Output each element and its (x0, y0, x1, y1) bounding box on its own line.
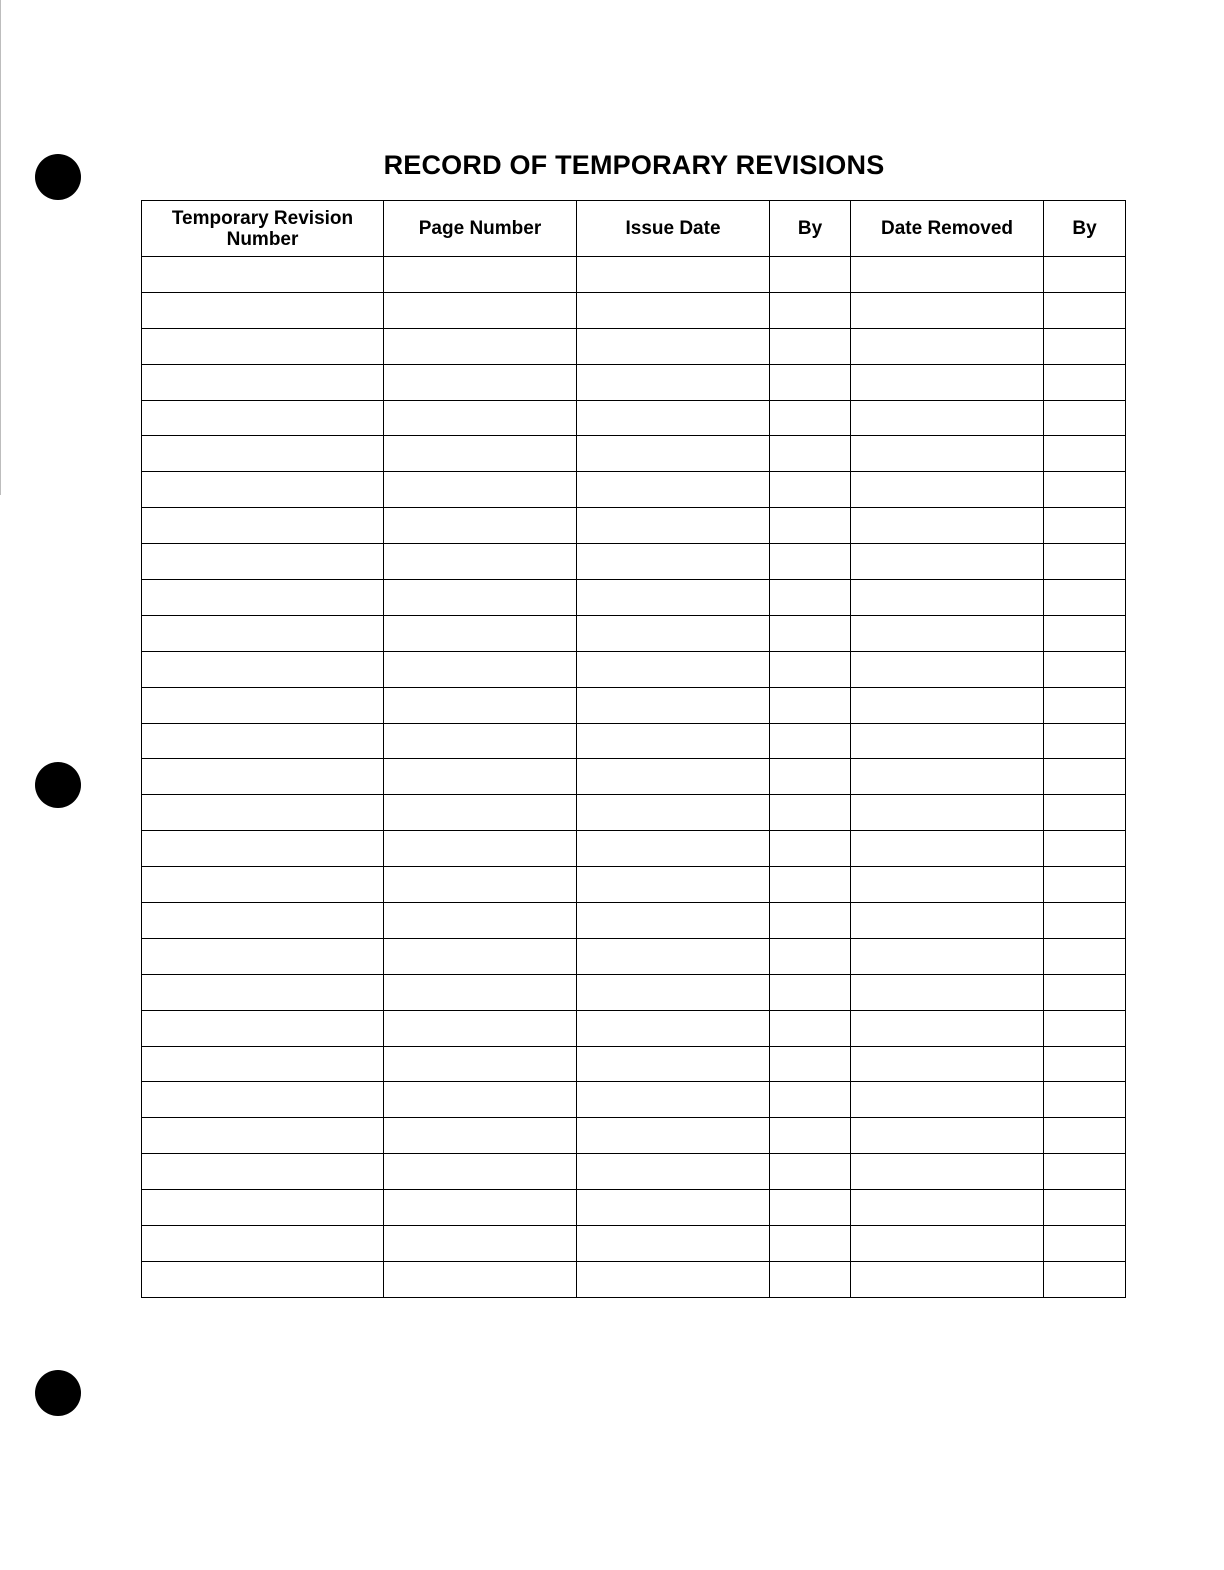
table-row (142, 364, 1126, 400)
cell-by-issued[interactable] (770, 508, 851, 544)
cell-by-removed[interactable] (1044, 651, 1126, 687)
cell-issue-date[interactable] (577, 831, 770, 867)
cell-by-removed[interactable] (1044, 1010, 1126, 1046)
cell-by-removed[interactable] (1044, 580, 1126, 616)
header-row (142, 201, 1126, 257)
cell-issue-date[interactable] (577, 508, 770, 544)
cell-by-issued[interactable] (770, 1010, 851, 1046)
header-date-removed: Date Removed (851, 201, 1044, 257)
cell-date-removed[interactable] (851, 508, 1044, 544)
cell-by-issued[interactable] (770, 1190, 851, 1226)
table-row (142, 938, 1126, 974)
cell-page-number[interactable] (384, 1010, 577, 1046)
cell-date-removed[interactable] (851, 544, 1044, 580)
cell-date-removed[interactable] (851, 687, 1044, 723)
cell-page-number[interactable] (384, 867, 577, 903)
cell-temporary-revision-number[interactable] (142, 795, 384, 831)
cell-page-number[interactable] (384, 544, 577, 580)
cell-temporary-revision-number[interactable] (142, 1010, 384, 1046)
header-temporary-revision-number: Temporary Revision Number (142, 201, 384, 257)
cell-by-issued[interactable] (770, 723, 851, 759)
cell-by-removed[interactable] (1044, 257, 1126, 293)
cell-temporary-revision-number[interactable] (142, 580, 384, 616)
cell-date-removed[interactable] (851, 1118, 1044, 1154)
cell-temporary-revision-number[interactable] (142, 292, 384, 328)
cell-date-removed[interactable] (851, 472, 1044, 508)
cell-by-issued[interactable] (770, 974, 851, 1010)
cell-page-number[interactable] (384, 580, 577, 616)
cell-temporary-revision-number[interactable] (142, 687, 384, 723)
cell-temporary-revision-number[interactable] (142, 400, 384, 436)
cell-by-issued[interactable] (770, 544, 851, 580)
cell-by-issued[interactable] (770, 615, 851, 651)
cell-by-removed[interactable] (1044, 759, 1126, 795)
cell-temporary-revision-number[interactable] (142, 938, 384, 974)
cell-page-number[interactable] (384, 723, 577, 759)
cell-temporary-revision-number[interactable] (142, 615, 384, 651)
cell-by-removed[interactable] (1044, 292, 1126, 328)
cell-by-issued[interactable] (770, 580, 851, 616)
cell-by-issued[interactable] (770, 1082, 851, 1118)
cell-temporary-revision-number[interactable] (142, 472, 384, 508)
cell-date-removed[interactable] (851, 938, 1044, 974)
cell-temporary-revision-number[interactable] (142, 831, 384, 867)
cell-by-removed[interactable] (1044, 831, 1126, 867)
cell-by-issued[interactable] (770, 1261, 851, 1297)
table-row (142, 615, 1126, 651)
cell-issue-date[interactable] (577, 472, 770, 508)
cell-date-removed[interactable] (851, 651, 1044, 687)
cell-temporary-revision-number[interactable] (142, 723, 384, 759)
revisions-table (141, 200, 1126, 1298)
header-by-issued: By (770, 201, 851, 257)
cell-by-issued[interactable] (770, 436, 851, 472)
header-page-number: Page Number (384, 201, 577, 257)
cell-date-removed[interactable] (851, 903, 1044, 939)
cell-temporary-revision-number[interactable] (142, 436, 384, 472)
table-row (142, 472, 1126, 508)
cell-issue-date[interactable] (577, 903, 770, 939)
cell-temporary-revision-number[interactable] (142, 759, 384, 795)
cell-issue-date[interactable] (577, 1082, 770, 1118)
table-row (142, 400, 1126, 436)
cell-temporary-revision-number[interactable] (142, 257, 384, 293)
cell-date-removed[interactable] (851, 436, 1044, 472)
cell-date-removed[interactable] (851, 1154, 1044, 1190)
cell-date-removed[interactable] (851, 867, 1044, 903)
table-body (142, 257, 1126, 1298)
cell-by-removed[interactable] (1044, 328, 1126, 364)
cell-page-number[interactable] (384, 292, 577, 328)
cell-by-issued[interactable] (770, 687, 851, 723)
cell-issue-date[interactable] (577, 938, 770, 974)
header-issue-date: Issue Date (577, 201, 770, 257)
cell-issue-date[interactable] (577, 1046, 770, 1082)
table-row (142, 544, 1126, 580)
cell-page-number[interactable] (384, 759, 577, 795)
cell-by-removed[interactable] (1044, 615, 1126, 651)
cell-by-issued[interactable] (770, 1226, 851, 1262)
cell-by-issued[interactable] (770, 831, 851, 867)
cell-issue-date[interactable] (577, 1261, 770, 1297)
cell-page-number[interactable] (384, 1226, 577, 1262)
cell-by-issued[interactable] (770, 400, 851, 436)
cell-issue-date[interactable] (577, 795, 770, 831)
cell-by-issued[interactable] (770, 903, 851, 939)
table-row (142, 1154, 1126, 1190)
header-by-removed: By (1044, 201, 1126, 257)
cell-page-number[interactable] (384, 1190, 577, 1226)
punch-hole-middle (35, 762, 81, 808)
cell-by-issued[interactable] (770, 257, 851, 293)
cell-by-issued[interactable] (770, 1046, 851, 1082)
cell-by-issued[interactable] (770, 364, 851, 400)
cell-page-number[interactable] (384, 831, 577, 867)
cell-issue-date[interactable] (577, 867, 770, 903)
cell-by-removed[interactable] (1044, 938, 1126, 974)
table-row (142, 257, 1126, 293)
cell-issue-date[interactable] (577, 1226, 770, 1262)
cell-by-removed[interactable] (1044, 544, 1126, 580)
punch-hole-bottom (35, 1370, 81, 1416)
cell-by-removed[interactable] (1044, 400, 1126, 436)
cell-issue-date[interactable] (577, 615, 770, 651)
cell-date-removed[interactable] (851, 1010, 1044, 1046)
cell-date-removed[interactable] (851, 1046, 1044, 1082)
cell-by-issued[interactable] (770, 938, 851, 974)
cell-page-number[interactable] (384, 1046, 577, 1082)
cell-page-number[interactable] (384, 257, 577, 293)
cell-temporary-revision-number[interactable] (142, 544, 384, 580)
cell-page-number[interactable] (384, 687, 577, 723)
cell-by-removed[interactable] (1044, 903, 1126, 939)
cell-date-removed[interactable] (851, 1226, 1044, 1262)
cell-date-removed[interactable] (851, 1082, 1044, 1118)
cell-page-number[interactable] (384, 974, 577, 1010)
cell-temporary-revision-number[interactable] (142, 1118, 384, 1154)
cell-page-number[interactable] (384, 1118, 577, 1154)
cell-page-number[interactable] (384, 1082, 577, 1118)
cell-temporary-revision-number[interactable] (142, 1082, 384, 1118)
cell-temporary-revision-number[interactable] (142, 1190, 384, 1226)
cell-date-removed[interactable] (851, 580, 1044, 616)
cell-issue-date[interactable] (577, 759, 770, 795)
cell-date-removed[interactable] (851, 974, 1044, 1010)
cell-date-removed[interactable] (851, 831, 1044, 867)
cell-page-number[interactable] (384, 400, 577, 436)
cell-by-removed[interactable] (1044, 1154, 1126, 1190)
cell-date-removed[interactable] (851, 723, 1044, 759)
table-row (142, 1010, 1126, 1046)
cell-page-number[interactable] (384, 615, 577, 651)
cell-temporary-revision-number[interactable] (142, 364, 384, 400)
table-row (142, 1226, 1126, 1262)
cell-temporary-revision-number[interactable] (142, 1046, 384, 1082)
table-row (142, 1046, 1126, 1082)
table-row (142, 759, 1126, 795)
cell-date-removed[interactable] (851, 795, 1044, 831)
table-row (142, 1082, 1126, 1118)
cell-page-number[interactable] (384, 795, 577, 831)
cell-by-issued[interactable] (770, 867, 851, 903)
cell-page-number[interactable] (384, 436, 577, 472)
cell-by-issued[interactable] (770, 328, 851, 364)
table-row (142, 580, 1126, 616)
cell-by-removed[interactable] (1044, 1190, 1126, 1226)
cell-by-removed[interactable] (1044, 436, 1126, 472)
cell-issue-date[interactable] (577, 651, 770, 687)
cell-date-removed[interactable] (851, 759, 1044, 795)
cell-issue-date[interactable] (577, 328, 770, 364)
cell-by-removed[interactable] (1044, 508, 1126, 544)
cell-date-removed[interactable] (851, 400, 1044, 436)
cell-by-removed[interactable] (1044, 795, 1126, 831)
cell-date-removed[interactable] (851, 328, 1044, 364)
cell-issue-date[interactable] (577, 723, 770, 759)
table-row (142, 974, 1126, 1010)
table-row (142, 436, 1126, 472)
cell-page-number[interactable] (384, 938, 577, 974)
cell-issue-date[interactable] (577, 687, 770, 723)
cell-by-removed[interactable] (1044, 472, 1126, 508)
table-row (142, 1190, 1126, 1226)
cell-temporary-revision-number[interactable] (142, 903, 384, 939)
cell-temporary-revision-number[interactable] (142, 508, 384, 544)
cell-temporary-revision-number[interactable] (142, 651, 384, 687)
cell-page-number[interactable] (384, 903, 577, 939)
table-row (142, 903, 1126, 939)
cell-date-removed[interactable] (851, 364, 1044, 400)
table-row (142, 795, 1126, 831)
cell-by-removed[interactable] (1044, 364, 1126, 400)
cell-page-number[interactable] (384, 472, 577, 508)
cell-issue-date[interactable] (577, 400, 770, 436)
cell-by-issued[interactable] (770, 1118, 851, 1154)
cell-temporary-revision-number[interactable] (142, 1261, 384, 1297)
cell-issue-date[interactable] (577, 1010, 770, 1046)
table-row (142, 1261, 1126, 1297)
table-row (142, 723, 1126, 759)
cell-by-removed[interactable] (1044, 867, 1126, 903)
left-margin-line (0, 0, 1, 495)
cell-temporary-revision-number[interactable] (142, 1154, 384, 1190)
cell-by-removed[interactable] (1044, 687, 1126, 723)
cell-issue-date[interactable] (577, 292, 770, 328)
cell-by-removed[interactable] (1044, 1118, 1126, 1154)
cell-page-number[interactable] (384, 364, 577, 400)
cell-date-removed[interactable] (851, 257, 1044, 293)
cell-by-removed[interactable] (1044, 1226, 1126, 1262)
table-row (142, 1118, 1126, 1154)
cell-date-removed[interactable] (851, 1261, 1044, 1297)
cell-issue-date[interactable] (577, 1118, 770, 1154)
cell-temporary-revision-number[interactable] (142, 867, 384, 903)
cell-by-issued[interactable] (770, 795, 851, 831)
cell-page-number[interactable] (384, 651, 577, 687)
cell-temporary-revision-number[interactable] (142, 974, 384, 1010)
cell-by-removed[interactable] (1044, 1261, 1126, 1297)
cell-page-number[interactable] (384, 328, 577, 364)
cell-issue-date[interactable] (577, 544, 770, 580)
table-row (142, 867, 1126, 903)
cell-by-issued[interactable] (770, 651, 851, 687)
cell-by-removed[interactable] (1044, 1046, 1126, 1082)
cell-issue-date[interactable] (577, 257, 770, 293)
table-row (142, 508, 1126, 544)
cell-issue-date[interactable] (577, 580, 770, 616)
cell-page-number[interactable] (384, 1261, 577, 1297)
cell-by-removed[interactable] (1044, 1082, 1126, 1118)
cell-by-removed[interactable] (1044, 974, 1126, 1010)
cell-issue-date[interactable] (577, 364, 770, 400)
cell-issue-date[interactable] (577, 1154, 770, 1190)
cell-temporary-revision-number[interactable] (142, 328, 384, 364)
cell-issue-date[interactable] (577, 974, 770, 1010)
cell-date-removed[interactable] (851, 615, 1044, 651)
table-row (142, 328, 1126, 364)
table-row (142, 292, 1126, 328)
cell-by-issued[interactable] (770, 1154, 851, 1190)
cell-page-number[interactable] (384, 1154, 577, 1190)
cell-page-number[interactable] (384, 508, 577, 544)
page-title: RECORD OF TEMPORARY REVISIONS (383, 150, 885, 180)
cell-issue-date[interactable] (577, 436, 770, 472)
table-row (142, 831, 1126, 867)
cell-issue-date[interactable] (577, 1190, 770, 1226)
cell-by-issued[interactable] (770, 759, 851, 795)
table-row (142, 687, 1126, 723)
cell-date-removed[interactable] (851, 1190, 1044, 1226)
cell-by-removed[interactable] (1044, 723, 1126, 759)
table-row (142, 651, 1126, 687)
cell-by-issued[interactable] (770, 472, 851, 508)
cell-temporary-revision-number[interactable] (142, 1226, 384, 1262)
cell-by-issued[interactable] (770, 292, 851, 328)
cell-date-removed[interactable] (851, 292, 1044, 328)
